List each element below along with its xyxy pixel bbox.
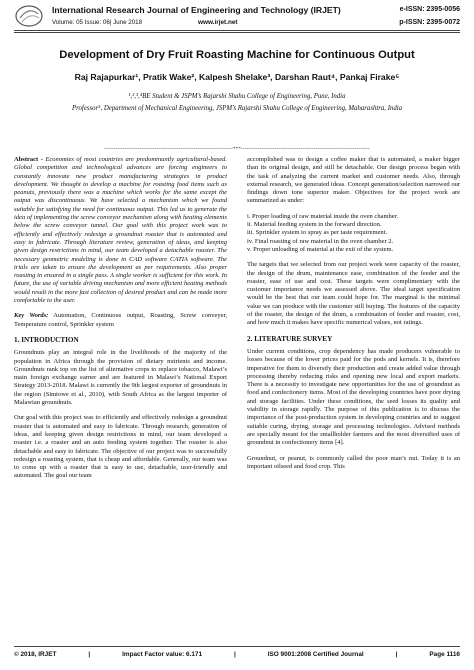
literature-survey-heading: 2. LITERATURE SURVEY (247, 334, 333, 343)
keywords-label: Key Words: (14, 312, 49, 320)
section-separator: ---------------------------------------------------------------------***--------------------------------------------------------------------- (104, 147, 370, 152)
header-rule (14, 30, 460, 31)
footer-rule (14, 646, 460, 647)
abstract-text: Economies of most countries are predominantly agricultural-based. Global competition and technological advances are forcing engineers to constantly innovate new product manufacturing strategies in product development. We thought to develop a machine for roasting food items such as peanuts, previously there was a machine which works for the same except the output was discontinuous. We have selected a mechanism which we found suitable for satisfying the need for continuous output. This led us to generate the idea of implementing the screw conveyor mechanism along with heating elements below the screw conveyor tunnel. Our goal with this project work was to efficiently and effectively redesign a groundnut roaster that is automated and easy to fabricate. Through literature review, generation of ideas, and keeping given design restrictions in mind, our team developed a detachable roaster. The necessary geometric modeling is done in CAD software CATIA software. The trials are taken to ensure the development as per requirements. Also proper roasting in ensured in a single pass. A single worker is sufficient for this work. In future, the use of variable driving mechanism and more efficient heating methods would result in the more fast collection of desired product and can be made more comfortable to the user. (14, 156, 227, 305)
footer-separator: | (395, 651, 398, 658)
volume-line: Volume: 05 Issue: 06| June 2018 (52, 19, 143, 26)
page-footer (14, 651, 460, 658)
literature-paragraph-2: Groundnut, or peanut, is commonly called the poor man’s nut. Today it is an important oilseed and food crop. This (247, 454, 460, 470)
irjet-logo-icon (14, 4, 44, 28)
right-column (247, 156, 460, 478)
affiliation-students: ¹,²,³,⁴BE Student & JSPM’s Rajarshi Shahu College of Engineering, Pune, India (128, 93, 346, 100)
website-link[interactable]: www.irjet.net (198, 19, 238, 26)
list-item: iv. Final roasting of raw material in the oven chamber 2. (247, 237, 394, 245)
list-item: i. Proper loading of raw material inside the oven chamber. (247, 212, 399, 220)
keywords-text: Automation, Continuous output, Roasting, Screw conveyer, Temperature control, Sprinkler system (14, 312, 227, 328)
footer-copyright: © 2018, IRJET (14, 651, 57, 658)
literature-paragraph-1: Under current conditions, crop dependency has made producers vulnerable to losses because of the lower prices paid for the pods and kernels. It is, therefore imperative for them to diversify their production and create added value through processing thereby reducing risks and opening new local and export markets. There is a necessity to investigate new opportunities for the use of groundnut as food and confectionery items. Most of the developing countries have poor drying and storage facilities. Under these conditions, the seed losses its quality and viability in storage rapidly. The purpose of this publication is to discuss the importance of the post-production system in developing countries and to suggest suitable curing, drying, storage and processing technologies. Advised methods are specially meant for the smallholder farmers and the most diversified uses of groundnut in confectionery items [4]. (247, 347, 460, 447)
objectives-paragraph: accomplished was to design a coffee maker that is automated, a maker bigger than its original design, and still be detachable. Our design process began with the task of analyzing the current market and customer needs. Also, through external research, we generated ideas. Concept generation/selection narrowed our findings down tone superior maker. Objectives for the project work are summarized as under: (247, 156, 460, 205)
introduction-paragraph-1: Groundnuts play an integral role in the livelihoods of the majority of the population in Africa through the provision of dietary nutrients and income. Groundnuts rank top on the list of alternative crops to replace tobacco, Malawi’s main foreign exchange earner and are featured in Malawi’s National Export Strategy 2013-2018. Malawi is currently the 9th largest exporter of groundnuts in the region (Simtowe et al., 2010), with South Africa as the largest importer of Malawian groundnuts. (14, 349, 227, 407)
left-column (14, 156, 227, 488)
keywords (14, 312, 227, 329)
journal-name: International Research Journal of Engineering and Technology (IRJET) (52, 5, 341, 15)
paper-authors: Raj Rajapurkar¹, Pratik Wake², Kalpesh Shelake³, Darshan Raut⁴, Pankaj Firake⁵ (74, 72, 400, 82)
introduction-paragraph-2: Our goal with this project was to efficiently and effectively redesign a groundnut roaster that is automated and easy to fabricate. Through research, generation of ideas, and keeping given design restrictions in mind, our team developed a roaster i.e. a roaster and an auto feeding system together. The roaster is also detachable and easy to fabricate. The objective of our project was to successfully redesign a roasting system, that is cheap and affordable. Generally, our team was to come up with a roaster that is easy to use, detachable, user-friendly and automated. The goal our team (14, 414, 227, 480)
list-item: iii. Sprinkler system to spray as per taste requirement. (247, 229, 388, 237)
footer-page-number: Page 1116 (429, 651, 460, 658)
header-rule-2 (14, 32, 460, 33)
eissn: e-ISSN: 2395-0056 (399, 6, 460, 13)
footer-iso: ISO 9001:2008 Certified Journal (267, 651, 364, 658)
footer-separator: | (88, 651, 91, 658)
footer-separator: | (234, 651, 236, 658)
abstract-label: Abstract - (14, 156, 43, 163)
abstract (14, 156, 227, 305)
affiliation-professor: Professor⁵, Department of Mechanical Engineering, JSPM’s Rajarshi Shahu College of Engineering, Maharashtra, India (71, 105, 403, 112)
list-item: v. Proper unloading of material at the exit of the system. (247, 245, 394, 253)
list-item: ii. Material feeding system in the forward direction. (247, 221, 382, 229)
pissn: p-ISSN: 2395-0072 (399, 19, 460, 26)
targets-paragraph: The targets that we selected from our project work were capacity of the roaster, the design of the drum, maintenance ease, combination of the feeder and the roaster, ease of use and cost. These targets were complimentary with the customer importance needs we assessed above. The ideal target specification would be the best that our team could hope for. The marginal is the minimal value we can produce with the customer still buying. The features of the capacity of the roaster, the design of the drum, a combination of feeder and roaster, cost, and how much it makes have specific numerical values, not ratings. (247, 261, 460, 327)
paper-title: Development of Dry Fruit Roasting Machine for Continuous Output (59, 49, 415, 61)
footer-impact-factor: Impact Factor value: 6.171 (122, 651, 203, 658)
introduction-heading: 1. INTRODUCTION (14, 335, 79, 344)
objectives-list (247, 213, 460, 254)
journal-header (0, 0, 474, 34)
